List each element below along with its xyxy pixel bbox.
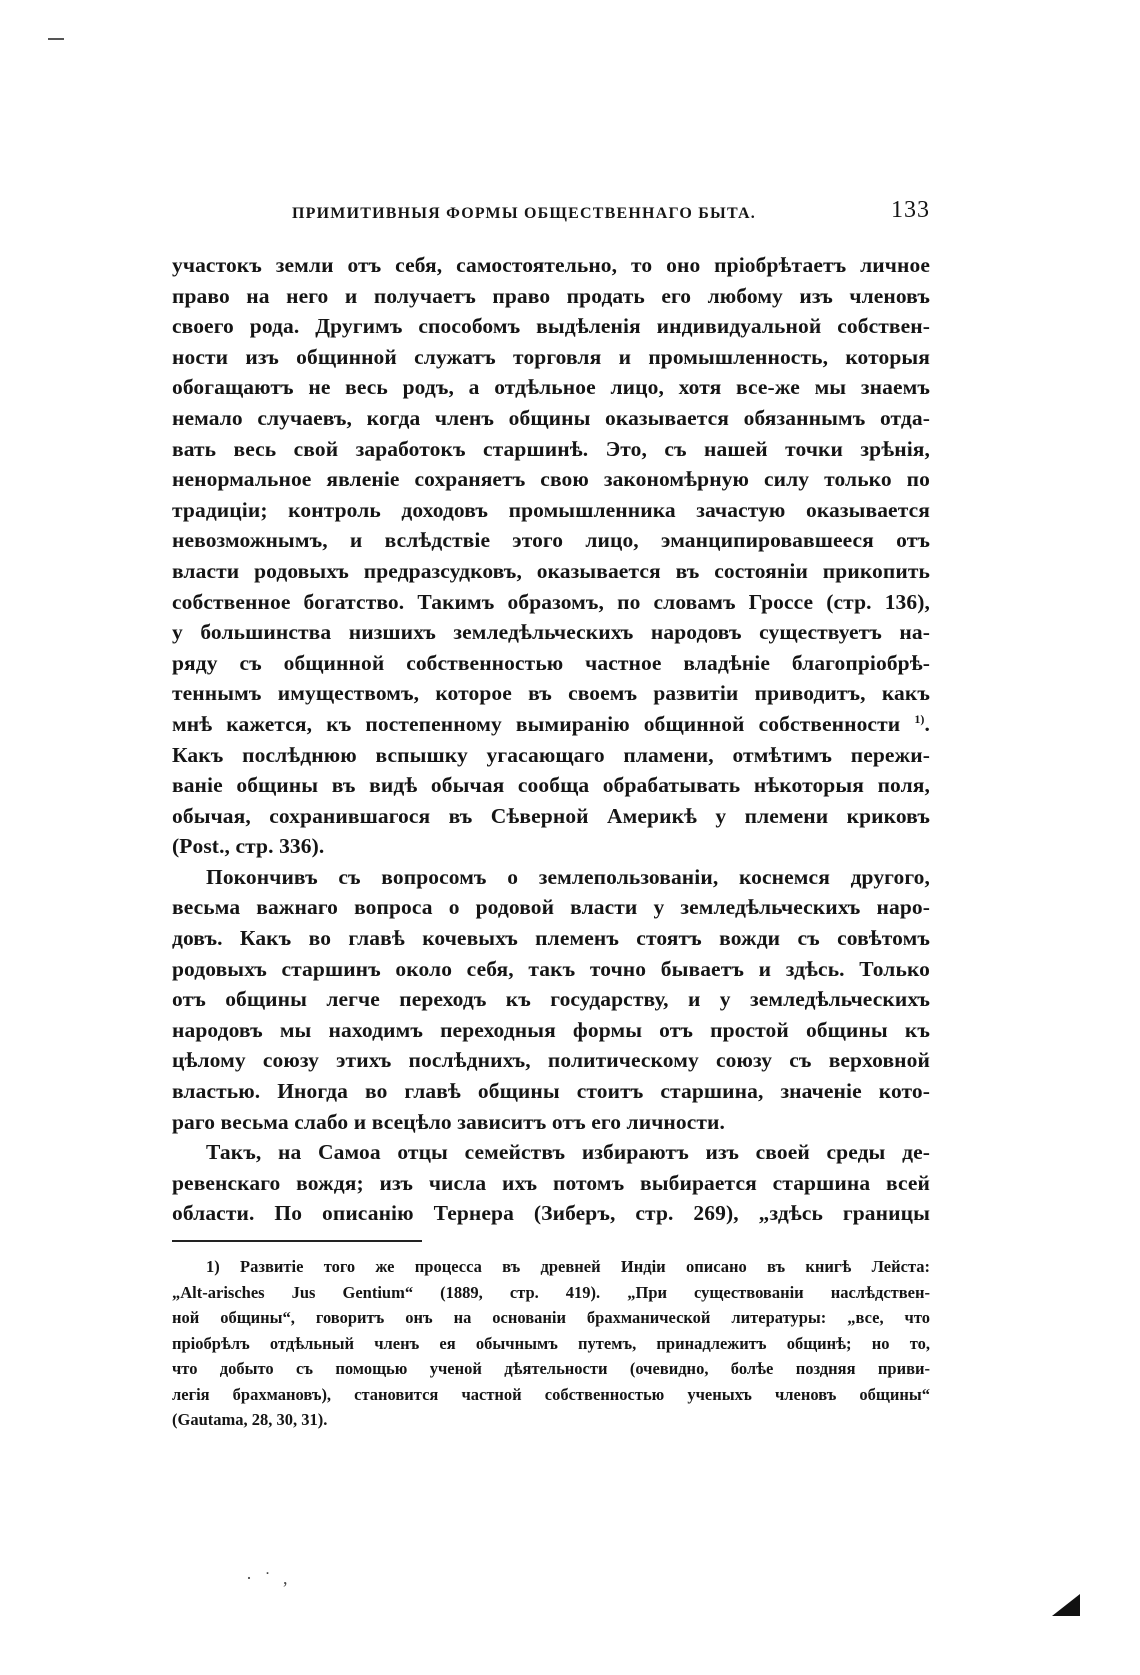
- text-line: области. По описанію Тернера (Зиберъ, стр. 269), „здѣсь границы: [172, 1201, 930, 1226]
- text-line: отъ общины легче переходъ къ государству, и у земледѣльческихъ: [172, 987, 930, 1012]
- scan-mark: [48, 38, 64, 40]
- text-line: власти родовыхъ предразсудковъ, оказывается въ состояніи прикопить: [172, 558, 930, 583]
- text-line: обычая, сохранившагося въ Сѣверной Америкѣ у племени криковъ: [172, 803, 930, 828]
- text-line: у большинства низшихъ земледѣльческихъ народовъ существуетъ на-: [172, 620, 930, 645]
- text-line: ряду съ общинной собственностью частное владѣніе благопріобрѣ-: [172, 650, 930, 675]
- footnote-line: пріобрѣлъ отдѣльный членъ ея обычнымъ путемъ, принадлежитъ общинѣ; но то,: [172, 1333, 930, 1353]
- text-line: раго весьма слабо и всецѣло зависитъ отъ его личности.: [172, 1109, 726, 1134]
- text-line: ваніе общины въ видѣ обычая сообща обрабатывать нѣкоторыя поля,: [172, 773, 930, 798]
- text-line: народовъ мы находимъ переходныя формы отъ простой общины къ: [172, 1017, 930, 1042]
- text-line: родовыхъ старшинъ около себя, такъ точно бываетъ и здѣсь. Только: [172, 956, 930, 981]
- footnote-line: ной общины“, говоритъ онъ на основаніи брахманической литературы: „все, что: [172, 1308, 930, 1327]
- text-line: своего рода. Другимъ способомъ выдѣленія индивидуальной собствен-: [172, 314, 930, 339]
- footnote-line: „Alt-arisches Jus Gentium“ (1889, стр. 419). „При существованіи наслѣдствен-: [172, 1282, 930, 1302]
- text-line: ности изъ общинной служатъ торговля и промышленность, которыя: [172, 344, 930, 369]
- text-line: Покончивъ съ вопросомъ о землепользованіи, коснемся другого,: [206, 864, 930, 889]
- text-line: теннымъ имуществомъ, которое въ своемъ развитіи приводитъ, какъ: [172, 681, 930, 706]
- scan-corner-mark: [1052, 1594, 1080, 1616]
- text-line: традиціи; контроль доходовъ промышленника зачастую оказывается: [172, 497, 930, 522]
- text-line: собственное богатство. Такимъ образомъ, по словамъ Гроссе (стр. 136),: [172, 589, 930, 614]
- running-title: ПРИМИТИВНЫЯ ФОРМЫ ОБЩЕСТВЕННАГО БЫТА.: [292, 205, 757, 222]
- text-line: Какъ послѣднюю вспышку угасающаго пламени, отмѣтимъ пережи-: [172, 742, 930, 767]
- text-line: невозможнымъ, и вслѣдствіе этого лицо, эманципировавшееся отъ: [172, 528, 930, 553]
- text-line: властью. Иногда во главѣ общины стоитъ старшина, значеніе кото-: [172, 1079, 930, 1104]
- footnote-line: (Gautama, 28, 30, 31).: [172, 1410, 328, 1429]
- footnote-reference[interactable]: 1): [914, 711, 925, 726]
- text-line: довъ. Какъ во главѣ кочевыхъ племенъ стоятъ вожди съ совѣтомъ: [172, 926, 930, 951]
- scan-specks: · ˙ ,: [246, 1568, 292, 1588]
- text-line-with-footnote-ref: мнѣ кажется, къ постепенному вымиранію общинной собственности $^{1)}$.: [172, 711, 930, 736]
- footnote-line: что добыто съ помощью ученой дѣятельности (очевидно, болѣе поздняя приви-: [172, 1359, 930, 1378]
- text-line: ревенскаго вождя; изъ числа ихъ потомъ выбирается старшина всей: [172, 1170, 930, 1195]
- main-text: [172, 250, 930, 1229]
- text-line: ненормальное явленіе сохраняетъ свою закономѣрную силу только по: [172, 467, 930, 492]
- footnote-line: 1) Развитіе того же процесса въ древней Индіи описано въ книгѣ Лейста:: [206, 1257, 930, 1276]
- text-line: весьма важнаго вопроса о родовой власти у земледѣльческихъ наро-: [172, 895, 930, 920]
- page-header: [168, 197, 930, 233]
- text-line: участокъ земли отъ себя, самостоятельно, то оно пріобрѣтаетъ личное: [172, 253, 930, 277]
- text-line: Такъ, на Самоа отцы семействъ избираютъ изъ своей среды де-: [206, 1140, 930, 1165]
- footnote-divider: [172, 1240, 422, 1242]
- text-line: (Post., стр. 336).: [172, 834, 325, 859]
- text-line: право на него и получаетъ право продать его любому изъ членовъ: [172, 283, 930, 308]
- text-line: обогащаютъ не весь родъ, а отдѣльное лицо, хотя все-же мы знаемъ: [172, 375, 930, 400]
- footnote-line: легія брахмановъ), становится частной собственностью ученыхъ членовъ общины“: [172, 1384, 930, 1404]
- page-number: 133: [891, 197, 930, 223]
- text-line: цѣлому союзу этихъ послѣднихъ, политическому союзу съ верховной: [172, 1048, 930, 1073]
- text-line: вать весь свой заработокъ старшинѣ. Это, съ нашей точки зрѣнія,: [172, 436, 930, 461]
- text-line: немало случаевъ, когда членъ общины оказывается обязаннымъ отда-: [172, 405, 930, 430]
- text-segment: мнѣ кажется, къ постепенному вымиранію общинной собственности: [172, 711, 901, 736]
- footnotes: [172, 1254, 930, 1433]
